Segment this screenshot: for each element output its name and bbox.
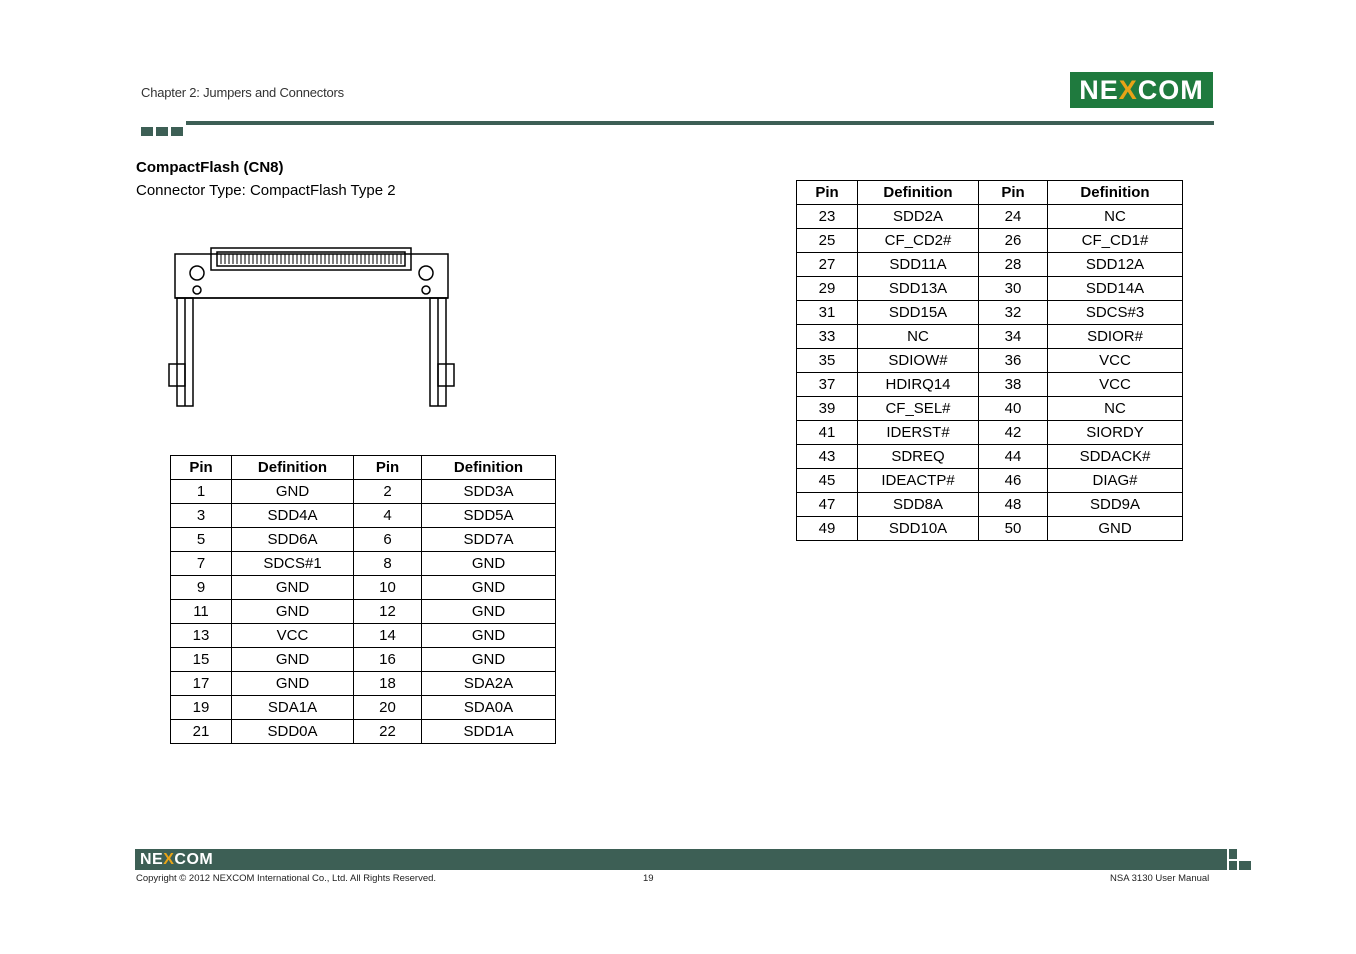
pin-definition-cell: SDD12A <box>1048 253 1183 277</box>
pin-number-cell: 27 <box>797 253 858 277</box>
pin-number-cell: 10 <box>354 576 422 600</box>
pin-definition-cell: SDD7A <box>422 528 556 552</box>
pin-number-cell: 14 <box>354 624 422 648</box>
pin-definition-cell: GND <box>422 624 556 648</box>
footer-corner-decoration <box>1229 849 1253 876</box>
pin-number-cell: 45 <box>797 469 858 493</box>
footer-logo-text-a: NE <box>140 851 164 868</box>
table-row <box>797 493 1183 517</box>
logo-text-b: COM <box>1137 75 1204 105</box>
connector-type-text: Connector Type: CompactFlash Type 2 <box>136 182 396 199</box>
pin-number-cell: 18 <box>354 672 422 696</box>
pin-number-cell: 7 <box>171 552 232 576</box>
pin-number-cell: 44 <box>979 445 1048 469</box>
footer-bar <box>135 849 1227 870</box>
pin-definition-cell: SDDACK# <box>1048 445 1183 469</box>
pin-definition-cell: SDD5A <box>422 504 556 528</box>
pin-number-cell: 1 <box>171 480 232 504</box>
header-blocks <box>141 123 186 141</box>
pin-number-cell: 22 <box>354 720 422 744</box>
table-row <box>797 397 1183 421</box>
column-header-definition: Definition <box>1048 181 1183 205</box>
pin-definition-cell: IDEACTP# <box>858 469 979 493</box>
pin-definition-cell: GND <box>232 600 354 624</box>
pin-definition-cell: SDA1A <box>232 696 354 720</box>
pin-number-cell: 19 <box>171 696 232 720</box>
pin-number-cell: 26 <box>979 229 1048 253</box>
pin-definition-cell: CF_SEL# <box>858 397 979 421</box>
pin-definition-cell: SDA0A <box>422 696 556 720</box>
pin-definition-cell: IDERST# <box>858 421 979 445</box>
pin-definition-cell: SDD8A <box>858 493 979 517</box>
table-row <box>171 720 556 744</box>
pin-number-cell: 17 <box>171 672 232 696</box>
copyright-text: Copyright © 2012 NEXCOM International Co., Ltd. All Rights Reserved. <box>136 873 437 884</box>
pin-number-cell: 31 <box>797 301 858 325</box>
pin-number-cell: 33 <box>797 325 858 349</box>
header-rule <box>186 121 1214 125</box>
pin-number-cell: 5 <box>171 528 232 552</box>
pin-number-cell: 46 <box>979 469 1048 493</box>
pin-definition-cell: CF_CD2# <box>858 229 979 253</box>
table-row <box>797 277 1183 301</box>
pin-number-cell: 20 <box>354 696 422 720</box>
manual-name: NSA 3130 User Manual <box>1110 873 1210 884</box>
footer-logo-text-b: COM <box>174 851 214 868</box>
pin-definition-cell: SDD1A <box>422 720 556 744</box>
pin-definition-cell: SDD14A <box>1048 277 1183 301</box>
pin-number-cell: 4 <box>354 504 422 528</box>
pin-number-cell: 50 <box>979 517 1048 541</box>
table-row <box>797 205 1183 229</box>
pin-definition-cell: VCC <box>1048 349 1183 373</box>
pin-definition-cell: SDD11A <box>858 253 979 277</box>
pin-number-cell: 24 <box>979 205 1048 229</box>
table-row <box>797 421 1183 445</box>
pin-definition-cell: GND <box>422 576 556 600</box>
pin-definition-cell: SIORDY <box>1048 421 1183 445</box>
table-row <box>797 301 1183 325</box>
pin-number-cell: 39 <box>797 397 858 421</box>
pin-definition-cell: SDD6A <box>232 528 354 552</box>
pin-number-cell: 34 <box>979 325 1048 349</box>
pin-definition-cell: GND <box>422 600 556 624</box>
footer-logo-text-x: X <box>163 851 175 868</box>
table-row <box>797 373 1183 397</box>
pin-definition-cell: GND <box>232 672 354 696</box>
pin-number-cell: 23 <box>797 205 858 229</box>
table-row <box>797 469 1183 493</box>
pin-table-left <box>170 455 556 744</box>
pin-definition-cell: DIAG# <box>1048 469 1183 493</box>
pin-definition-cell: GND <box>232 576 354 600</box>
pin-definition-cell: SDCS#1 <box>232 552 354 576</box>
pin-number-cell: 28 <box>979 253 1048 277</box>
table-row <box>171 600 556 624</box>
pin-definition-cell: HDIRQ14 <box>858 373 979 397</box>
pin-definition-cell: SDREQ <box>858 445 979 469</box>
pin-definition-cell: SDA2A <box>422 672 556 696</box>
pin-definition-cell: NC <box>1048 397 1183 421</box>
pin-number-cell: 41 <box>797 421 858 445</box>
section-title: CompactFlash (CN8) <box>136 159 284 176</box>
page-number: 19 <box>643 873 654 884</box>
pin-definition-cell: NC <box>1048 205 1183 229</box>
pin-definition-cell: SDIOW# <box>858 349 979 373</box>
pin-definition-cell: VCC <box>232 624 354 648</box>
pin-number-cell: 8 <box>354 552 422 576</box>
pin-number-cell: 9 <box>171 576 232 600</box>
table-row <box>171 672 556 696</box>
pin-definition-cell: SDD9A <box>1048 493 1183 517</box>
pin-number-cell: 40 <box>979 397 1048 421</box>
pin-table-right <box>796 180 1183 541</box>
table-row <box>171 552 556 576</box>
column-header-pin: Pin <box>979 181 1048 205</box>
pin-number-cell: 13 <box>171 624 232 648</box>
pin-definition-cell: SDD13A <box>858 277 979 301</box>
pin-definition-cell: SDD4A <box>232 504 354 528</box>
table-row <box>797 517 1183 541</box>
nexcom-logo <box>1070 72 1213 108</box>
pin-number-cell: 43 <box>797 445 858 469</box>
logo-text-a: NE <box>1079 75 1119 105</box>
pin-number-cell: 37 <box>797 373 858 397</box>
column-header-definition: Definition <box>232 456 354 480</box>
table-row <box>171 624 556 648</box>
footer-nexcom-logo <box>140 850 213 870</box>
pin-definition-cell: SDD3A <box>422 480 556 504</box>
pin-number-cell: 2 <box>354 480 422 504</box>
pin-number-cell: 36 <box>979 349 1048 373</box>
pin-number-cell: 6 <box>354 528 422 552</box>
pin-definition-cell: SDIOR# <box>1048 325 1183 349</box>
table-row <box>171 528 556 552</box>
pin-number-cell: 32 <box>979 301 1048 325</box>
pin-number-cell: 48 <box>979 493 1048 517</box>
table-header-row <box>797 181 1183 205</box>
pin-number-cell: 42 <box>979 421 1048 445</box>
pin-number-cell: 12 <box>354 600 422 624</box>
pin-number-cell: 16 <box>354 648 422 672</box>
compactflash-connector-diagram <box>164 244 464 419</box>
pin-number-cell: 3 <box>171 504 232 528</box>
pin-definition-cell: SDD0A <box>232 720 354 744</box>
column-header-definition: Definition <box>422 456 556 480</box>
pin-number-cell: 47 <box>797 493 858 517</box>
table-row <box>171 696 556 720</box>
pin-definition-cell: SDD15A <box>858 301 979 325</box>
pin-number-cell: 35 <box>797 349 858 373</box>
pin-definition-cell: VCC <box>1048 373 1183 397</box>
pin-definition-cell: SDCS#3 <box>1048 301 1183 325</box>
pin-definition-cell: SDD2A <box>858 205 979 229</box>
pin-number-cell: 38 <box>979 373 1048 397</box>
pin-definition-cell: GND <box>232 480 354 504</box>
table-row <box>171 648 556 672</box>
pin-definition-cell: GND <box>1048 517 1183 541</box>
pin-number-cell: 25 <box>797 229 858 253</box>
pin-definition-cell: CF_CD1# <box>1048 229 1183 253</box>
pin-number-cell: 11 <box>171 600 232 624</box>
table-row <box>797 349 1183 373</box>
pin-number-cell: 30 <box>979 277 1048 301</box>
table-row <box>797 253 1183 277</box>
table-row <box>171 576 556 600</box>
table-row <box>797 229 1183 253</box>
table-row <box>171 480 556 504</box>
pin-definition-cell: SDD10A <box>858 517 979 541</box>
pin-definition-cell: GND <box>422 552 556 576</box>
pin-number-cell: 49 <box>797 517 858 541</box>
column-header-definition: Definition <box>858 181 979 205</box>
pin-definition-cell: GND <box>422 648 556 672</box>
table-header-row <box>171 456 556 480</box>
column-header-pin: Pin <box>354 456 422 480</box>
pin-number-cell: 21 <box>171 720 232 744</box>
pin-number-cell: 29 <box>797 277 858 301</box>
pin-definition-cell: GND <box>232 648 354 672</box>
logo-text-x: X <box>1118 75 1138 105</box>
table-row <box>797 325 1183 349</box>
table-row <box>171 504 556 528</box>
column-header-pin: Pin <box>797 181 858 205</box>
pin-definition-cell: NC <box>858 325 979 349</box>
pin-number-cell: 15 <box>171 648 232 672</box>
column-header-pin: Pin <box>171 456 232 480</box>
chapter-title: Chapter 2: Jumpers and Connectors <box>141 85 344 100</box>
table-row <box>797 445 1183 469</box>
